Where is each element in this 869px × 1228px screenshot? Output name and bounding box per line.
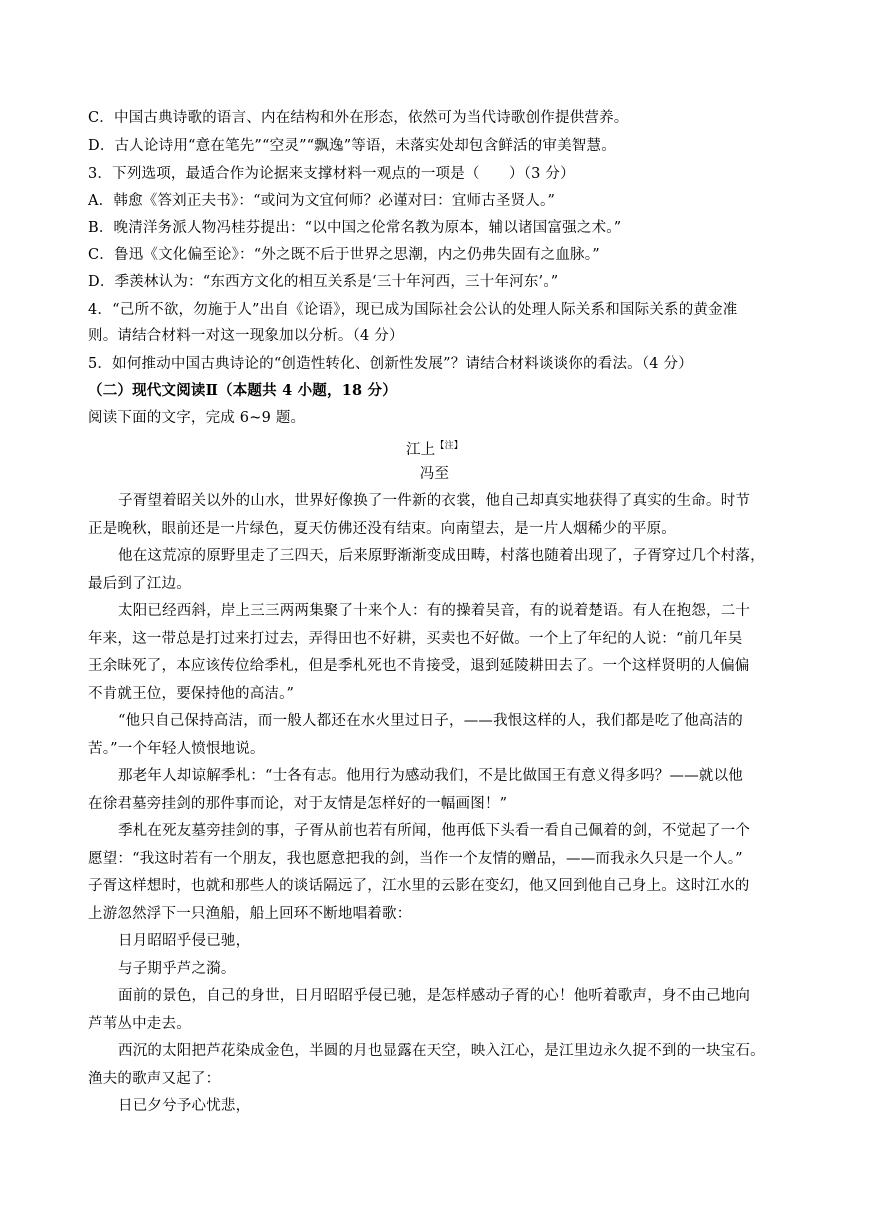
story-title [0, 436, 869, 460]
story-line: 在徐君墓旁挂剑的那件事而论，对于友情是怎样好的一幅画图！” [88, 796, 508, 812]
story-line: 正是晚秋，眼前还是一片绿色，夏天仿佛还没有结束。向南望去，是一片人烟稀少的平原。 [88, 521, 676, 537]
section-instruction: 阅读下面的文字，完成 6~9 题。 [88, 410, 306, 426]
story-line: 上游忽然浮下一只渔船，船上回环不断地唱着歌： [88, 906, 412, 922]
question-3-option-a: A．韩愈《答刘正夫书》：“或问为文宜何师？必谨对曰：宜师古圣贤人。” [88, 193, 556, 209]
story-line: 子胥望着昭关以外的山水，世界好像换了一件新的衣裳，他自己却真实地获得了真实的生命。时节 [118, 493, 751, 509]
song-line: 日月昭昭乎侵已驰， [118, 933, 251, 949]
song-line: 日已夕兮予心忧悲， [118, 1098, 251, 1114]
question-5: 5．如何推动中国古典诗论的“创造性转化、创新性发展”？请结合材料谈谈你的看法。（4 分） [88, 356, 693, 372]
option-c-prev: C．中国古典诗歌的语言、内在结构和外在形态，依然可为当代诗歌创作提供营养。 [88, 110, 629, 126]
story-line: 他在这荒凉的原野里走了三四天，后来原野渐渐变成田畴，村落也随着出现了，子胥穿过几个村落， [118, 548, 765, 564]
footnote-mark: 【注】 [435, 441, 463, 451]
story-line: 子胥这样想时，也就和那些人的谈话隔远了，江水里的云影在变幻，他又回到他自己身上。这时江水的 [88, 878, 750, 894]
story-line: 苦。”一个年轻人愤恨地说。 [88, 741, 265, 757]
story-line: 愿望：“我这时若有一个朋友，我也愿意把我的剑，当作一个友情的赠品，——而我永久只是一个人。” [88, 851, 743, 867]
story-title-text: 江上 [405, 441, 436, 458]
story-line: 不肯就王位，要保持他的高洁。” [88, 686, 295, 702]
story-line: 面前的景色，自己的身世，日月昭昭乎侵已驰，是怎样感动子胥的心！他听着歌声，身不由己地向 [118, 988, 751, 1004]
section-heading: （二）现代文阅读Ⅱ（本题共 4 小题，18 分） [88, 382, 397, 399]
story-line: 最后到了江边。 [88, 576, 191, 592]
story-line: 西沉的太阳把芦花染成金色，半圆的月也显露在天空，映入江心，是江里边永久捉不到的一块宝石。 [118, 1043, 765, 1059]
story-line: 太阳已经西斜，岸上三三两两集聚了十来个人：有的操着吴音，有的说着楚语。有人在抱怨，二十 [118, 603, 751, 619]
story-line: 季札在死友墓旁挂剑的事，子胥从前也若有所闻，他再低下头看一看自己佩着的剑，不觉起了一个 [118, 823, 751, 839]
story-line: “他只自己保持高洁，而一般人都还在水火里过日子，——我恨这样的人，我们都是吃了他高洁的 [118, 713, 744, 729]
question-4-line-2: 则。请结合材料一对这一现象加以分析。（4 分） [88, 328, 404, 344]
story-line: 渔夫的歌声又起了： [88, 1071, 221, 1087]
story-author: 冯至 [419, 466, 450, 482]
question-4-line-1: 4．“己所不欲，勿施于人”出自《论语》，现已成为国际社会公认的处理人际关系和国际关系的黄金准 [88, 302, 738, 318]
story-line: 芦苇丛中走去。 [88, 1016, 191, 1032]
question-3-option-b: B．晚清洋务派人物冯桂芬提出：“以中国之伦常名教为原本，辅以诸国富强之术。” [88, 220, 622, 236]
story-line: 那老年人却谅解季札：“士各有志。他用行为感动我们，不是比做国王有意义得多吗？——就以他 [118, 768, 744, 784]
story-line: 年来，这一带总是打过来打过去，弄得田也不好耕，买卖也不好做。一个上了年纪的人说：“前几年吴 [88, 631, 743, 647]
question-3-option-d: D．季羡林认为：“东西方文化的相互关系是‘三十年河西，三十年河东’。” [88, 274, 559, 290]
story-line: 王余昧死了，本应该传位给季札，但是季札死也不肯接受，退到延陵耕田去了。一个这样贤明的人偏偏 [88, 658, 750, 674]
question-3-stem: 3．下列选项，最适合作为论据来支撑材料一观点的一项是（ ）（3 分） [88, 166, 575, 182]
option-d-prev: D．古人论诗用“意在笔先”“空灵”“飘逸”等语，未落实处却包含鲜活的审美智慧。 [88, 138, 616, 154]
song-line: 与子期乎芦之漪。 [118, 961, 236, 977]
question-3-option-c: C．鲁迅《文化偏至论》：“外之既不后于世界之思潮，内之仍弗失固有之血脉。” [88, 247, 600, 263]
